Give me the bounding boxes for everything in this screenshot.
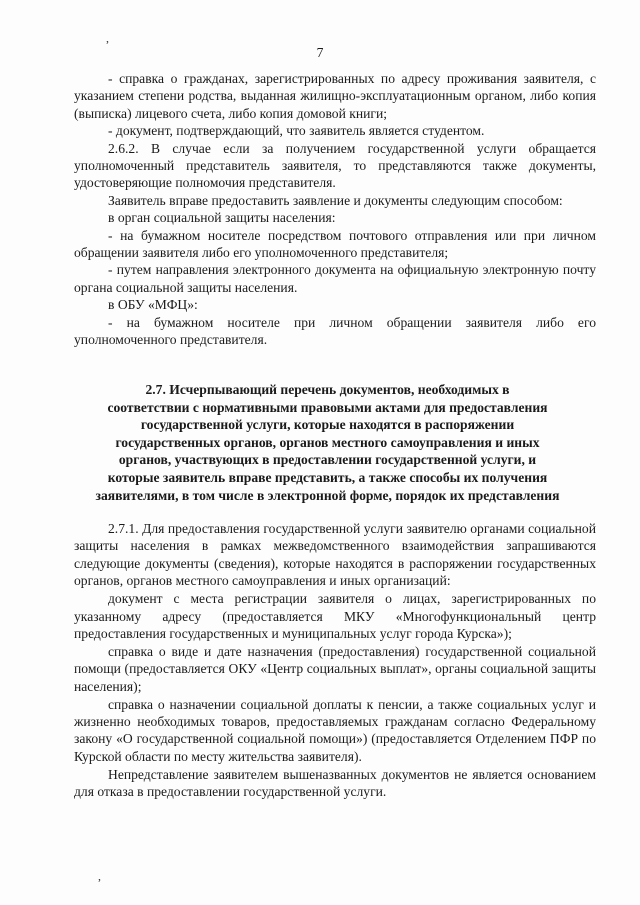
heading-line: соответствии с нормативными правовыми актами для предоставления [107,399,548,415]
paragraph: - на бумажном носителе при личном обращении заявителя либо его уполномоченного представителя. [74,314,596,348]
paragraph: в орган социальной защиты населения: [108,210,336,226]
section-body-text [74,520,596,801]
section-heading [60,381,595,504]
paragraph: - на бумажном носителе посредством почтового отправления или при личном обращении заявителя либо его уполномоченного представителя; [74,227,596,261]
paragraph: - документ, подтверждающий, что заявитель является студентом. [108,123,485,139]
paragraph: Заявитель вправе предоставить заявление и документы следующим способом: [108,192,563,208]
paragraph: 2.6.2. В случае если за получением государственной услуги обращается уполномоченный представитель заявителя, то представляются также документы, удостоверяющие полномочия представителя. [74,140,596,191]
paragraph: справка о назначении социальной доплаты к пенсии, а также социальных услуг и жизненно необходимых товаров, предоставляемых гражданам согласно Федеральному закону «О государственной социальной помощи») (предоставляется Отделением ПФР по Курской области по месту жительства заявителя). [74,696,596,764]
heading-line: 2.7. Исчерпывающий перечень документов, необходимых в [145,382,510,397]
paragraph: - справка о гражданах, зарегистрированных по адресу проживания заявителя, с указанием степени родства, выданная жилищно-эксплуатационным органом, либо копия (выписка) лицевого счета, либо копия домовой книги; [74,71,596,121]
heading-line: государственных органов, органов местного самоуправления и иных [115,434,540,450]
scan-mark: , [106,31,109,45]
heading-line: органов, участвующих в предоставлении государственной услуги, и [118,452,537,468]
paragraph: справка о виде и дате назначения (предоставления) государственной социальной помощи (предоставляется ОКУ «Центр социальных выплат», органы социальной защиты населения); [74,643,596,694]
paragraph: Непредставление заявителем вышеназванных документов не является основанием для отказа в предоставлении государственной услуги. [74,766,596,800]
paragraph: 2.7.1. Для предоставления государственной услуги заявителю органами социальной защиты населения в рамках межведомственного взаимодействия запрашиваются следующие документы (сведения), которые находятся в распоряжении государственных органов, органов местного самоуправления и иных организаций: [74,521,596,589]
heading-line: заявителями, в том числе в электронной форме, порядок их представления [95,487,560,503]
page-number: 7 [316,45,324,60]
heading-line: государственной услуги, которые находятся в распоряжении [140,417,515,433]
heading-line: которые заявитель вправе представить, а также способы их получения [107,469,548,485]
paragraph: - путем направления электронного документа на официальную электронную почту органа социальной защиты населения. [74,262,596,295]
paragraph: в ОБУ «МФЦ»: [108,297,198,313]
scan-mark: , [98,869,101,883]
paragraph: документ с места регистрации заявителя о лицах, зарегистрированных по указанному адресу (предоставляется МКУ «Многофункциональный центр предоставления государственных и муниципальных услуг города Курска»); [74,591,596,641]
top-body-text [74,70,596,349]
